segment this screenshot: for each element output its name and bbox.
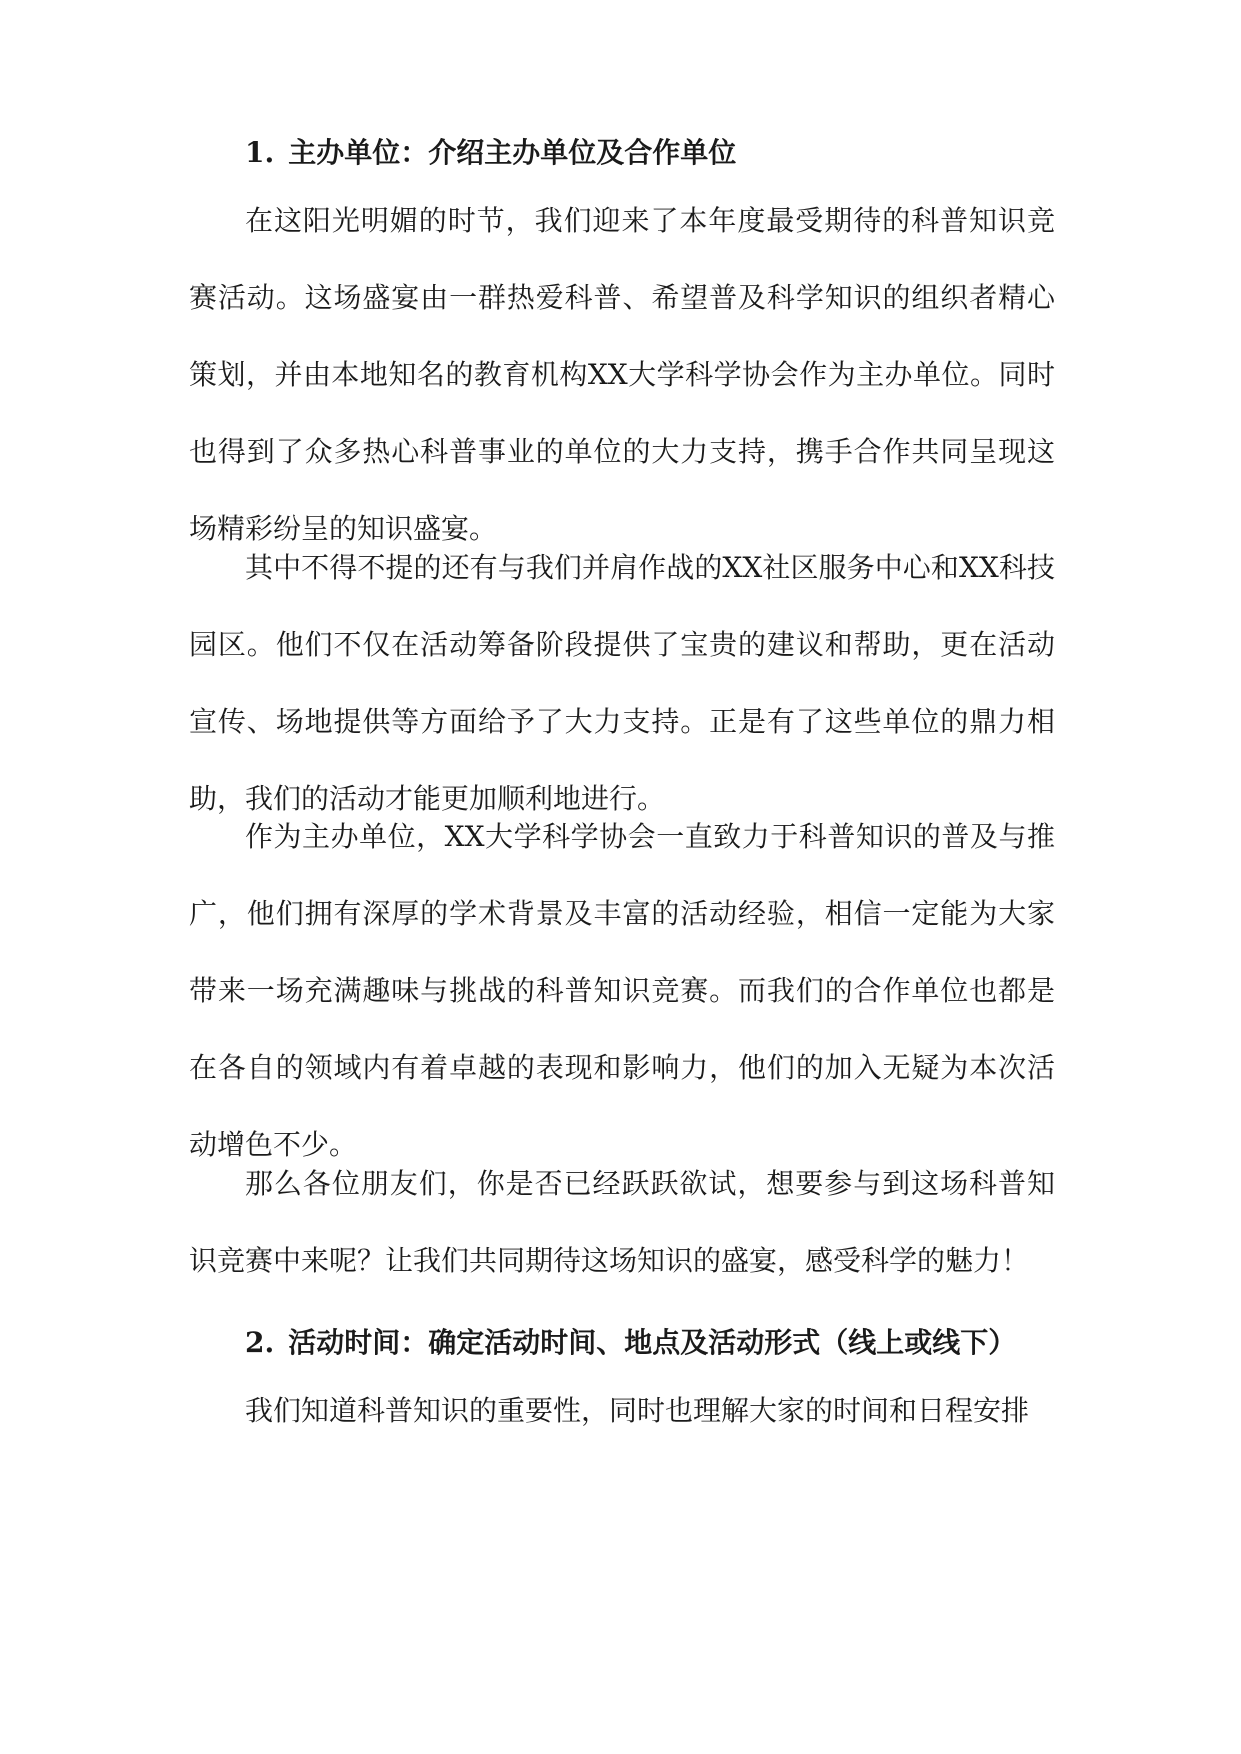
paragraph: 在这阳光明媚的时节，我们迎来了本年度最受期待的科普知识竞赛活动。这场盛宴由一群热爱科普、希望普及科学知识的组织者精心策划，并由本地知名的教育机构XX大学科学协会作为主办单位。同时也得到了众多热心科普事业的单位的大力支持，携手合作共同呈现这场精彩纷呈的知识盛宴。	[189, 204, 1055, 545]
section-number: 2.	[245, 1326, 275, 1359]
section-heading-2	[245, 1323, 1016, 1363]
paragraph: 其中不得不提的还有与我们并肩作战的XX社区服务中心和XX科技园区。他们不仅在活动筹备阶段提供了宝贵的建议和帮助，更在活动宣传、场地提供等方面给予了大力支持。正是有了这些单位的鼎力相助，我们的活动才能更加顺利地进行。	[189, 551, 1055, 815]
section-number: 1.	[245, 136, 275, 169]
paragraph: 作为主办单位，XX大学科学协会一直致力于科普知识的普及与推广，他们拥有深厚的学术背景及丰富的活动经验，相信一定能为大家带来一场充满趣味与挑战的科普知识竞赛。而我们的合作单位也都是在各自的领域内有着卓越的表现和影响力，他们的加入无疑为本次活动增色不少。	[189, 820, 1055, 1161]
section-heading-1	[245, 133, 736, 173]
paragraph: 那么各位朋友们，你是否已经跃跃欲试，想要参与到这场科普知识竞赛中来呢？让我们共同期待这场知识的盛宴，感受科学的魅力！	[189, 1167, 1055, 1277]
section-title: 主办单位：介绍主办单位及合作单位	[288, 136, 737, 169]
section-title: 活动时间：确定活动时间、地点及活动形式（线上或线下）	[288, 1326, 1017, 1359]
paragraph: 我们知道科普知识的重要性，同时也理解大家的时间和日程安排	[245, 1394, 1030, 1427]
